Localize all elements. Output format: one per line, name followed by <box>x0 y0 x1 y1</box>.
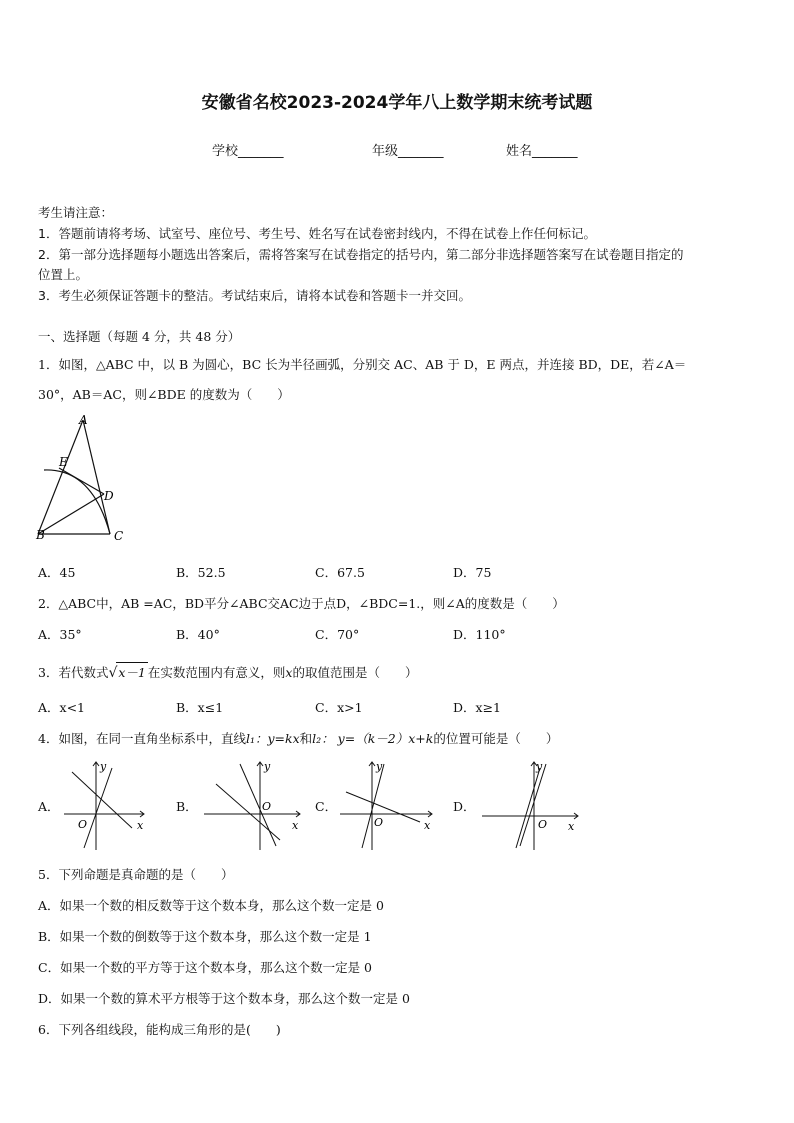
q3-option-d[interactable]: D．x≥1 <box>453 700 501 715</box>
label-C: C <box>114 529 124 543</box>
origin-label: O <box>78 818 88 831</box>
label-D: D <box>104 489 114 503</box>
q4-l1-eq: ：y=kx <box>254 731 300 746</box>
origin-label: O <box>262 800 272 813</box>
q2-stem: 2．△ABC中，AB =AC，BD平分∠ABC交AC边于点D，∠BDC=1.，则∠A的度数是（ ） <box>38 596 565 611</box>
axis-y-label: y <box>264 760 271 773</box>
q2-option-a[interactable]: A．35° <box>38 627 82 642</box>
q4-option-b[interactable]: B． <box>176 799 198 814</box>
axis-x-label: x <box>137 819 144 832</box>
q6-stem: 6．下列各组线段，能构成三角形的是( ) <box>38 1022 281 1037</box>
q2-option-b[interactable]: B．40° <box>176 627 220 642</box>
notice-item: 3．考生必须保证答题卡的整洁。考试结束后，请将本试卷和答题卡一并交回。 <box>38 288 471 303</box>
q3-stem-post: 的取值范围是（ ） <box>292 665 418 680</box>
axis-x-label: x <box>292 819 299 832</box>
q4-stem-post: 的位置可能是（ ） <box>433 731 559 746</box>
q3-option-c[interactable]: C．x>1 <box>315 700 363 715</box>
school-field[interactable]: 学校_______ <box>212 144 284 159</box>
axis-y-label: y <box>376 760 383 773</box>
q5-stem: 5．下列命题是真命题的是（ ） <box>38 867 234 882</box>
q3-var: x <box>285 665 293 680</box>
notice-item: 1．答题前请将考场、试室号、座位号、考生号、姓名写在试卷密封线内，不得在试卷上作任何标记。 <box>38 226 596 241</box>
axis-y-label: y <box>100 760 107 773</box>
q4-graph-c <box>336 758 441 854</box>
q1-triangle-figure <box>30 410 140 550</box>
q2-option-d[interactable]: D．110° <box>453 627 506 642</box>
q3-radicand: x－1 <box>116 662 148 681</box>
q4-l2: l₂ <box>312 731 322 746</box>
q1-stem: 30°，AB＝AC，则∠BDE 的度数为（ ） <box>38 387 290 402</box>
axis-x-label: x <box>568 820 575 833</box>
q3-option-b[interactable]: B．x≤1 <box>176 700 224 715</box>
q4-graph-a <box>60 758 150 854</box>
q4-graph-b <box>200 758 305 854</box>
page-title: 安徽省名校2023-2024学年八上数学期末统考试题 <box>201 93 593 113</box>
q5-option-a[interactable]: A．如果一个数的相反数等于这个数本身，那么这个数一定是 0 <box>38 898 384 913</box>
notice-item: 2．第一部分选择题每小题选出答案后，需将答案写在试卷指定的括号内，第二部分非选择题答案写在试卷题目指定的 <box>38 247 684 262</box>
q5-option-c[interactable]: C．如果一个数的平方等于这个数本身，那么这个数一定是 0 <box>38 960 372 975</box>
q4-option-c[interactable]: C． <box>315 799 338 814</box>
label-A: A <box>79 413 88 427</box>
q4-graph-d <box>478 758 583 854</box>
grade-field[interactable]: 年级_______ <box>372 144 444 159</box>
q4-l1: l₁ <box>245 731 255 746</box>
label-B: B <box>36 528 45 542</box>
q1-option-a[interactable]: A．45 <box>38 565 76 580</box>
q5-option-b[interactable]: B．如果一个数的倒数等于这个数本身，那么这个数一定是 1 <box>38 929 372 944</box>
q1-option-c[interactable]: C．67.5 <box>315 565 365 580</box>
origin-label: O <box>538 818 548 831</box>
q4-option-a[interactable]: A． <box>38 799 60 814</box>
origin-label: O <box>374 816 384 829</box>
notice-item: 位置上。 <box>38 267 89 282</box>
q4-option-d[interactable]: D． <box>453 799 476 814</box>
name-field[interactable]: 姓名_______ <box>506 144 578 159</box>
q5-option-d[interactable]: D．如果一个数的算术平方根等于这个数本身，那么这个数一定是 0 <box>38 991 410 1006</box>
notice-heading: 考生请注意： <box>38 205 114 220</box>
q4-stem <box>38 729 558 747</box>
q3-stem <box>38 662 417 681</box>
q1-stem: 1．如图，△ABC 中，以 B 为圆心，BC 长为半径画弧，分别交 AC、AB 于 D，E 两点，并连接 BD，DE，若∠A＝ <box>38 357 687 372</box>
axis-x-label: x <box>424 819 431 832</box>
q4-l2-eq: ： y=（k－2）x+k <box>321 731 434 746</box>
axis-y-label: y <box>536 760 543 773</box>
q4-stem-pre: 4．如图，在同一直角坐标系中，直线 <box>38 731 246 746</box>
q3-stem-mid: 在实数范围内有意义，则 <box>147 665 286 680</box>
q1-option-d[interactable]: D．75 <box>453 565 492 580</box>
q3-stem-pre: 3．若代数式 <box>38 665 109 680</box>
q1-option-b[interactable]: B．52.5 <box>176 565 226 580</box>
radical-sign: √ <box>108 665 118 681</box>
q3-option-a[interactable]: A．x<1 <box>38 700 86 715</box>
section-heading: 一、选择题（每题 4 分，共 48 分） <box>38 329 241 344</box>
label-E: E <box>59 455 68 469</box>
q4-and: 和 <box>299 731 313 746</box>
q2-option-c[interactable]: C．70° <box>315 627 360 642</box>
